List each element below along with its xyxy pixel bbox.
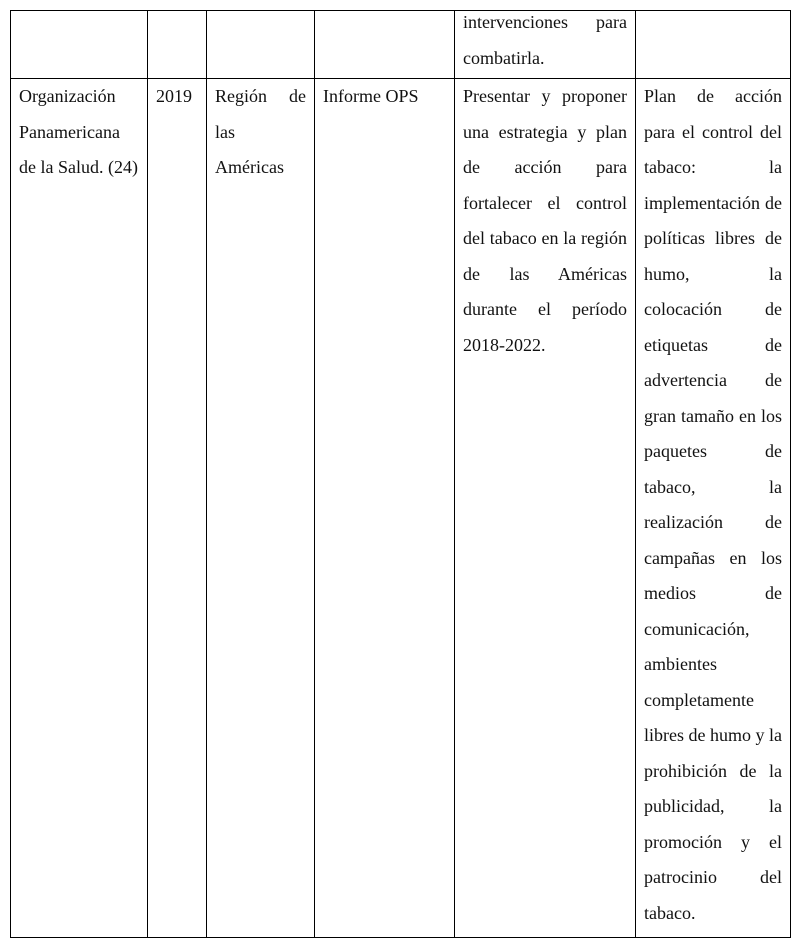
document-type-cell: Informe OPS	[315, 79, 455, 938]
objective-cell: Presentar y proponer una estrategia y plan de acción para fortalecer el control del tabaco en la región de las Américas durante el período 2018-2022.	[455, 79, 636, 938]
region-cell: Región de las Américas	[207, 79, 315, 938]
year-cell	[148, 11, 207, 79]
table-row	[11, 79, 791, 938]
document-type-cell	[315, 11, 455, 79]
region-cell	[207, 11, 315, 79]
year-cell: 2019	[148, 79, 207, 938]
result-cell	[636, 11, 791, 79]
author-cell: Organización Panamericana de la Salud. (24)	[11, 79, 148, 938]
result-cell: Plan de acción para el control del tabaco: la implementación de políticas libres de humo, la colocación de etiquetas de advertencia de gran tamaño en los paquetes de tabaco, la realización de campañas en los medios de comunicación, ambientes completamente libres de humo y la prohibición de la publicidad, la promoción y el patrocinio del tabaco.	[636, 79, 791, 938]
objective-cell: intervenciones para combatirla.	[455, 11, 636, 79]
literature-review-table	[10, 10, 791, 938]
author-cell	[11, 11, 148, 79]
table-row	[11, 11, 791, 79]
